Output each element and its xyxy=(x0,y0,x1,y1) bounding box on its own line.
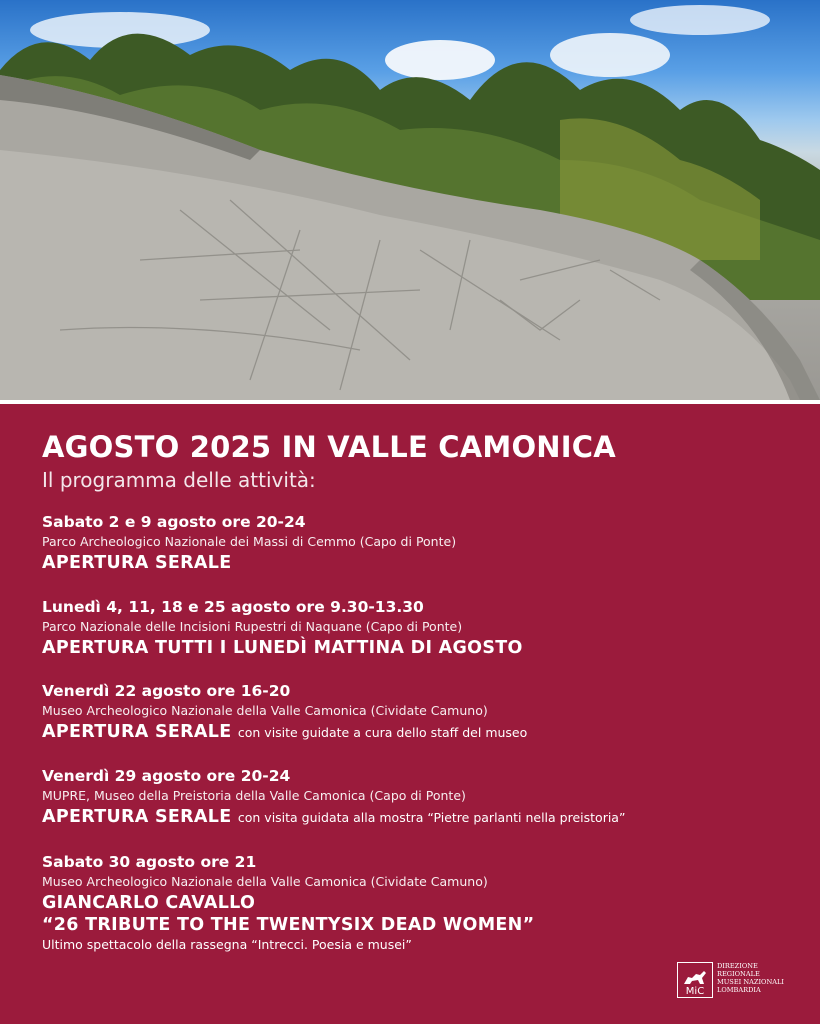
logo-line: MUSEI NAZIONALI xyxy=(717,978,784,986)
photo-divider xyxy=(0,400,820,404)
event-venue: Museo Archeologico Nazionale della Valle Camonica (Cividate Camuno) xyxy=(42,874,488,889)
rock-art-landscape-image xyxy=(0,0,820,400)
event-headline-text: APERTURA SERALE xyxy=(42,807,232,827)
page-title: AGOSTO 2025 IN VALLE CAMONICA xyxy=(42,430,616,464)
mic-logo-text xyxy=(717,962,784,994)
mic-logo xyxy=(677,962,792,1000)
event-item xyxy=(42,513,802,573)
event-venue: Museo Archeologico Nazionale della Valle Camonica (Cividate Camuno) xyxy=(42,703,488,718)
event-item xyxy=(42,682,802,742)
event-headline-extra: con visite guidate a cura dello staff del museo xyxy=(237,725,528,740)
page-subtitle: Il programma delle attività: xyxy=(42,468,316,492)
logo-line: REGIONALE xyxy=(717,970,760,978)
event-headline-text: APERTURA SERALE xyxy=(42,722,232,742)
event-headline: GIANCARLO CAVALLO xyxy=(42,893,256,913)
event-headline xyxy=(42,553,802,573)
event-item xyxy=(42,853,802,952)
logo-line: LOMBARDIA xyxy=(717,986,761,994)
event-date: Lunedì 4, 11, 18 e 25 agosto ore 9.30-13.30 xyxy=(42,598,424,616)
event-note: Ultimo spettacolo della rassegna “Intrecci. Poesia e musei” xyxy=(42,937,412,952)
event-headline-text: APERTURA SERALE xyxy=(42,553,232,573)
event-headline xyxy=(42,722,802,742)
event-venue: MUPRE, Museo della Preistoria della Valle Camonica (Capo di Ponte) xyxy=(42,788,466,803)
mic-logo-label: MiC xyxy=(685,986,705,997)
rock-art-photo xyxy=(0,0,820,400)
horse-rider-icon xyxy=(682,968,708,986)
event-venue: Parco Nazionale delle Incisioni Rupestri di Naquane (Capo di Ponte) xyxy=(42,619,463,634)
event-headline-text: APERTURA TUTTI I LUNEDÌ MATTINA DI AGOSTO xyxy=(42,638,523,658)
event-item xyxy=(42,598,802,658)
event-date: Venerdì 29 agosto ore 20-24 xyxy=(42,767,291,785)
event-headline xyxy=(42,638,802,658)
event-item xyxy=(42,767,802,827)
logo-line: DIREZIONE xyxy=(717,962,758,970)
event-venue: Parco Archeologico Nazionale dei Massi di Cemmo (Capo di Ponte) xyxy=(42,534,457,549)
event-headline-title: “26 TRIBUTE TO THE TWENTYSIX DEAD WOMEN” xyxy=(42,915,535,935)
mic-logo-mark xyxy=(677,962,713,998)
event-date: Sabato 30 agosto ore 21 xyxy=(42,853,257,871)
event-headline xyxy=(42,807,802,827)
event-headline-extra: con visita guidata alla mostra “Pietre parlanti nella preistoria” xyxy=(237,810,626,825)
event-date: Sabato 2 e 9 agosto ore 20-24 xyxy=(42,513,306,531)
event-date: Venerdì 22 agosto ore 16-20 xyxy=(42,682,291,700)
